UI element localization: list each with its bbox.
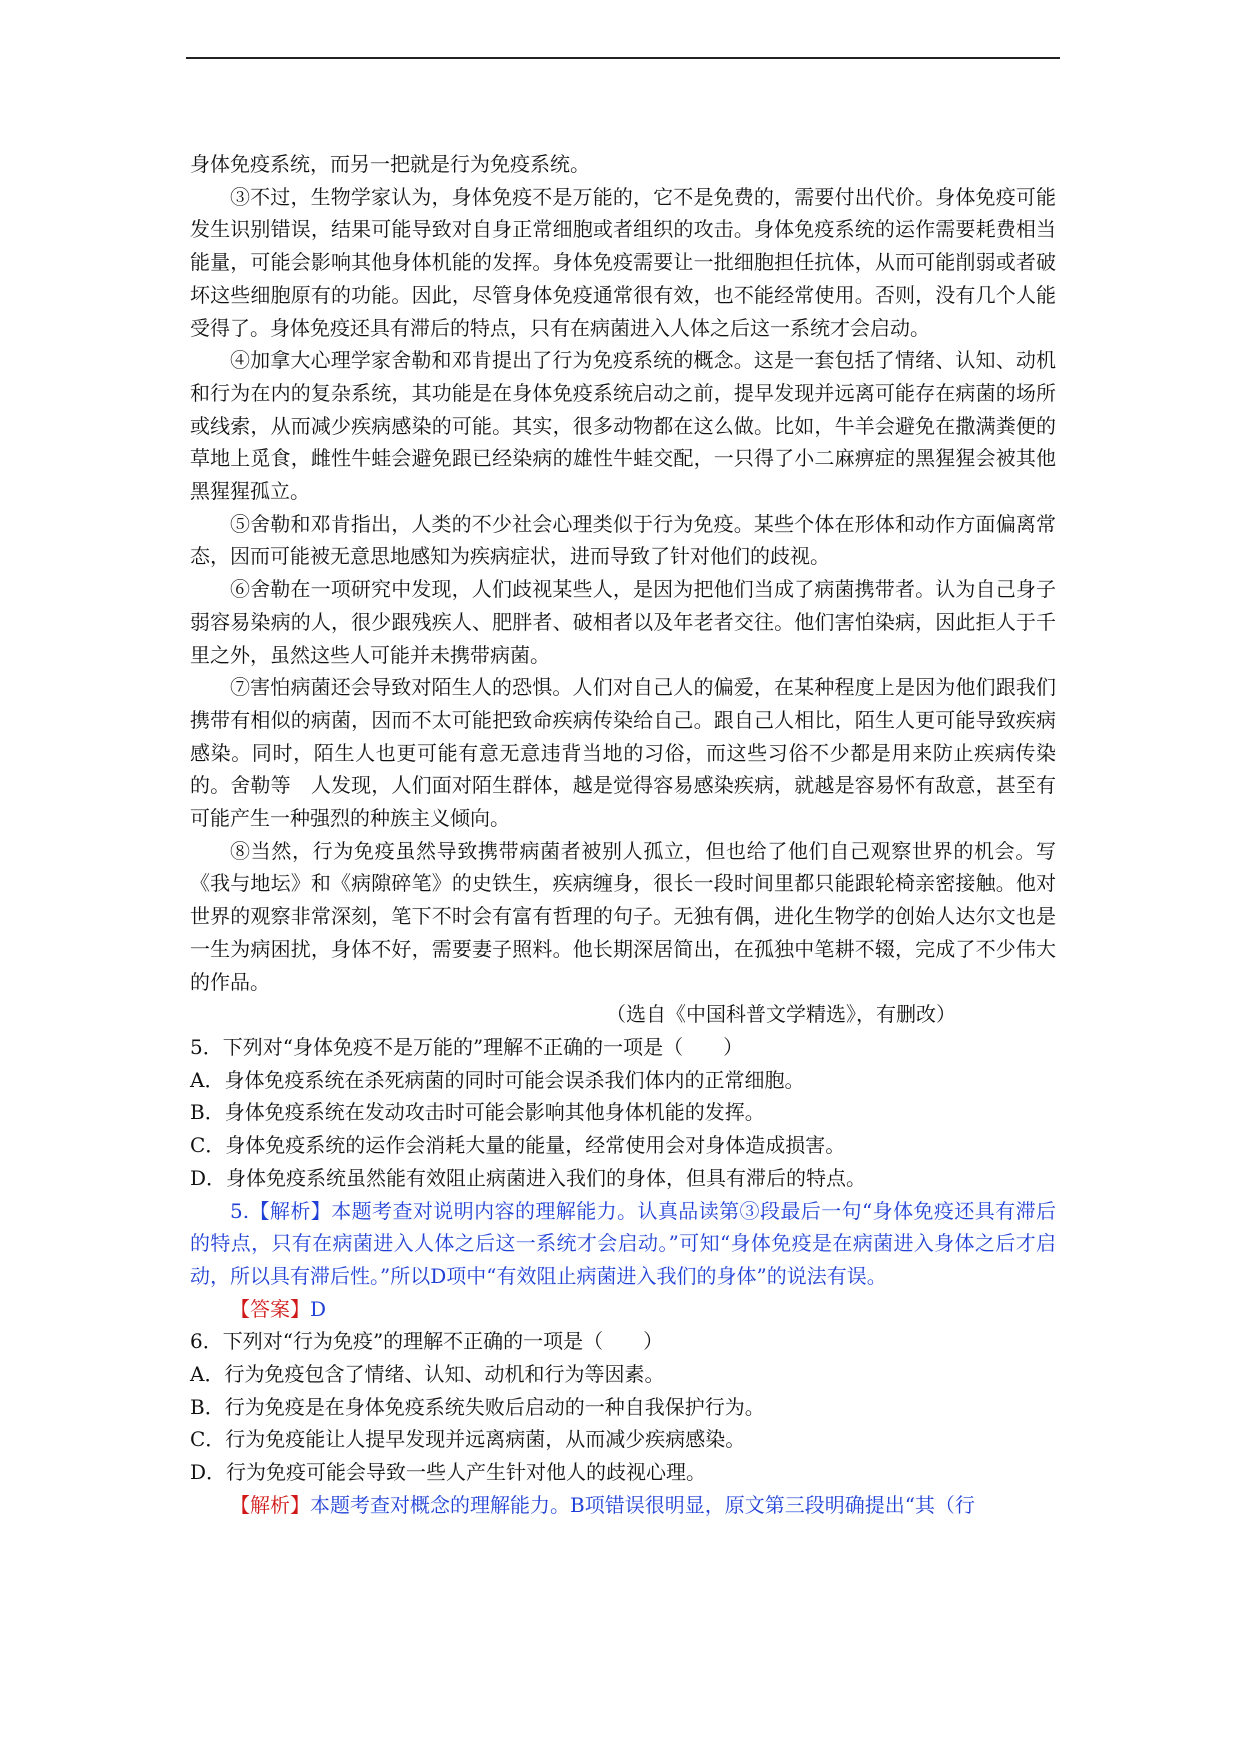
passage-paragraph-7: ⑦害怕病菌还会导致对陌生人的恐惧。人们对自己人的偏爱，在某种程度上是因为他们跟我们携带有相似的病菌，因而不太可能把致命疾病传染给自己。跟自己人相比，陌生人更可能导致疾病感染。同时，陌生人也更可能有意无意违背当地的习俗，而这些习俗不少都是用来防止疾病传染的。舍勒等 人发现，人们面对陌生群体，越是觉得容易感染疾病，就越是容易怀有敌意，甚至有可能产生一种强烈的种族主义倾向。 <box>190 675 1056 831</box>
question-5-answer-tag: 【答案】 <box>230 1296 310 1321</box>
question-5-option-a: A．身体免疫系统在杀死病菌的同时可能会误杀我们体内的正常细胞。 <box>190 1067 805 1092</box>
question-5-analysis-number: 5. <box>230 1198 250 1223</box>
question-5-analysis-tag: 【解析】 <box>249 1198 332 1223</box>
passage-paragraph-6: ⑥舍勒在一项研究中发现，人们歧视某些人，是因为把他们当成了病菌携带者。认为自己身子弱容易染病的人，很少跟残疾人、肥胖者、破相者以及年老者交往。他们害怕染病，因此拒人于千里之外，虽然这些人可能并未携带病菌。 <box>190 577 1056 667</box>
question-6-analysis <box>190 1489 1056 1522</box>
question-5-stem: 5．下列对“身体免疫不是万能的”理解不正确的一项是（ ） <box>190 1034 744 1059</box>
document-content <box>190 148 1056 1522</box>
question-5-option-d: D．身体免疫系统虽然能有效阻止病菌进入我们的身体，但具有滞后的特点。 <box>190 1165 867 1190</box>
question-5-option-c: C．身体免疫系统的运作会消耗大量的能量，经常使用会对身体造成损害。 <box>190 1133 846 1158</box>
passage-paragraph-3: ③不过，生物学家认为，身体免疫不是万能的，它不是免费的，需要付出代价。身体免疫可能发生识别错误，结果可能导致对自身正常细胞或者组织的攻击。身体免疫系统的运作需要耗费相当能量，可能会影响其他身体机能的发挥。身体免疫需要让一批细胞担任抗体，从而可能削弱或者破坏这些细胞原有的功能。因此，尽管身体免疫通常很有效，也不能经常使用。否则，没有几个人能受得了。身体免疫还具有滞后的特点，只有在病菌进入人体之后这一系统才会启动。 <box>190 184 1056 340</box>
passage-paragraph-5: ⑤舍勒和邓肯指出，人类的不少社会心理类似于行为免疫。某些个体在形体和动作方面偏离常态，因而可能被无意思地感知为疾病症状，进而导致了针对他们的歧视。 <box>190 511 1056 569</box>
question-6-option-c: C．行为免疫能让人提早发现并远离病菌，从而减少疾病感染。 <box>190 1427 746 1452</box>
passage-source: （选自《中国科普文学精选》，有删改） <box>606 1002 956 1027</box>
question-6-option-d: D．行为免疫可能会导致一些人产生针对他人的歧视心理。 <box>190 1460 707 1485</box>
question-6-option-a: A．行为免疫包含了情绪、认知、动机和行为等因素。 <box>190 1362 665 1387</box>
question-6-stem: 6．下列对“行为免疫”的理解不正确的一项是（ ） <box>190 1329 664 1354</box>
question-5-option-b: B．身体免疫系统在发动攻击时可能会影响其他身体机能的发挥。 <box>190 1100 765 1125</box>
question-6-analysis-text: 本题考查对概念的理解能力。B项错误很明显，原文第三段明确提出“其（行 <box>310 1492 975 1517</box>
passage-paragraph-8: ⑧当然，行为免疫虽然导致携带病菌者被别人孤立，但也给了他们自己观察世界的机会。写《我与地坛》和《病隙碎笔》的史铁生，疾病缠身，很长一段时间里都只能跟轮椅亲密接触。他对世界的观察非常深刻，笔下不时会有富有哲理的句子。无独有偶，进化生物学的创始人达尔文也是一生为病困扰，身体不好，需要妻子照料。他长期深居简出，在孤独中笔耕不辍，完成了不少伟大的作品。 <box>190 838 1056 994</box>
question-6-option-b: B．行为免疫是在身体免疫系统失败后启动的一种自我保护行为。 <box>190 1394 765 1419</box>
question-5-analysis-text: 本题考查对说明内容的理解能力。认真品读第③段最后一句“身体免疫还具有滞后的特点，只有在病菌进入人体之后这一系统才会启动。”可知“身体免疫是在病菌进入身体之后才启动，所以具有滞后性。”所以D项中“有效阻止病菌进入我们的身体”的说法有误。 <box>190 1198 1056 1288</box>
question-5-analysis <box>190 1195 1056 1293</box>
question-5-answer <box>190 1293 1056 1326</box>
question-6-analysis-tag: 【解析】 <box>230 1492 310 1517</box>
header-rule <box>186 57 1060 59</box>
passage-paragraph-continued: 身体免疫系统，而另一把就是行为免疫系统。 <box>190 152 590 176</box>
passage-paragraph-4: ④加拿大心理学家舍勒和邓肯提出了行为免疫系统的概念。这是一套包括了情绪、认知、动机和行为在内的复杂系统，其功能是在身体免疫系统启动之前，提早发现并远离可能存在病菌的场所或线索，从而减少疾病感染的可能。其实，很多动物都在这么做。比如，牛羊会避免在撒满粪便的草地上觅食，雌性牛蛙会避免跟已经染病的雄性牛蛙交配，一只得了小二麻痹症的黑猩猩会被其他黑猩猩孤立。 <box>190 348 1056 504</box>
question-5-answer-value: D <box>310 1296 327 1321</box>
